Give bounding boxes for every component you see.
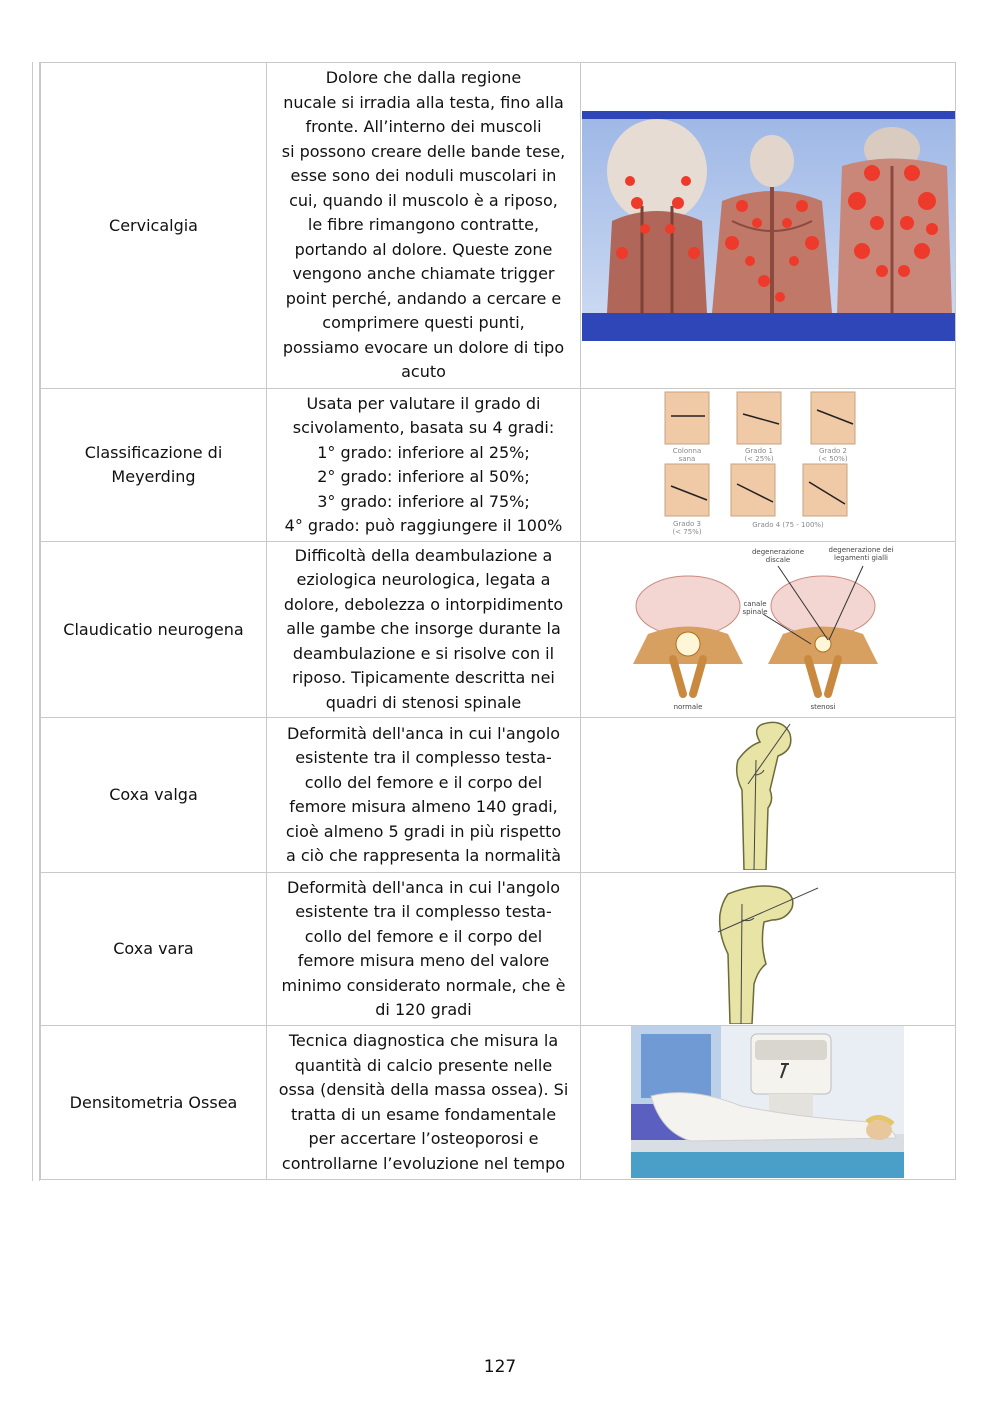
figure-cell [581,542,956,718]
table-left-gutter [32,62,40,1181]
figure-label: normale [673,702,703,711]
figure-label: stenosi [810,702,836,711]
description-line: esse sono dei noduli muscolari in [290,166,557,186]
description-line: possiamo evocare un dolore di tipo [282,337,565,357]
term-cell [41,389,267,542]
table-row [41,1026,956,1180]
description-line: eziologica neurologica, legata a [296,570,551,590]
figure-label: canale [743,599,767,608]
figure-label: sana [678,455,696,463]
meyerding-grades-illustration [663,390,873,540]
description-line: collo del femore e il corpo del [304,926,543,946]
description-cell [267,542,581,718]
description-line: alle gambe che insorge durante la [286,619,561,639]
table-row [41,63,956,389]
description-line: 2° grado: inferiore al 50%; [317,467,530,486]
spinal-stenosis-illustration [633,544,903,716]
term-label: Cervicalgia [109,215,198,235]
description-line: acuto [401,362,446,382]
description-line: le fibre rimangono contratte, [307,215,540,235]
description-line: Deformità dell'anca in cui l'angolo [286,723,561,743]
figure-cell [581,63,956,389]
description-cell [267,1026,581,1180]
description-line: collo del femore e il corpo del [304,772,543,792]
figure-label: (< 25%) [744,455,774,463]
description-line: quadri di stenosi spinale [325,692,522,712]
figure-cell [581,389,956,542]
description-cell [267,718,581,873]
description-line: Dolore che dalla regione [325,68,522,88]
figure-label: (< 75%) [672,528,702,536]
description-line: esistente tra il complesso testa- [295,748,552,767]
description-line: per accertare l’osteoporosi e [308,1129,539,1148]
figure-label: discale [765,555,791,564]
table-row [41,718,956,873]
figure-cell [581,718,956,873]
term-cell [41,873,267,1026]
description-line: tratta di un esame fondamentale [290,1104,557,1124]
description-line: ossa (densità della massa ossea). Si [278,1080,569,1099]
description-line: comprimere questi punti, [322,313,525,333]
table-row [41,873,956,1026]
description-line: scivolamento, basata su 4 gradi: [292,418,555,437]
coxa-vara-femur-illustration [698,874,838,1024]
description-line: nucale si irradia alla testa, fino alla [283,92,564,112]
term-cell [41,1026,267,1180]
figure-label: Grado 2 [819,447,847,455]
page-number: 127 [483,1357,517,1377]
figure-label: spinale [742,607,768,616]
description-line: Tecnica diagnostica che misura la [288,1031,559,1050]
glossary-table [40,62,956,1180]
description-line: cioè almeno 5 gradi in più rispetto [285,821,562,841]
description-line: 3° grado: inferiore al 75%; [317,491,530,511]
description-cell [267,63,581,389]
description-line: Difficoltà della deambulazione a [294,545,553,565]
coxa-valga-femur-illustration [708,720,828,870]
description-line: riposo. Tipicamente descritta nei [292,668,555,688]
term-cell [41,718,267,873]
figure-label: legamenti gialli [834,553,888,562]
term-label: Coxa vara [113,939,194,958]
description-line: 4° grado: può raggiungere il 100% [284,516,563,535]
figure-label: degenerazione dei [828,545,894,554]
term-cell [41,542,267,718]
description-line: quantità di calcio presente nelle [294,1055,553,1075]
table-row [41,542,956,718]
description-line: di 120 gradi [375,1000,472,1019]
description-line: esistente tra il complesso testa- [295,902,552,921]
description-line: vengono anche chiamate trigger [292,264,555,284]
description-line: a ciò che rappresenta la normalità [285,846,562,865]
description-cell [267,389,581,542]
figure-cell [581,873,956,1026]
description-line: 1° grado: inferiore al 25%; [317,442,530,462]
description-line: point perché, andando a cercare e [285,288,562,308]
figure-label: degenerazione [751,547,805,556]
figure-label: Grado 4 (75 - 100%) [752,521,824,529]
figure-label: (< 50%) [818,455,848,463]
description-line: femore misura almeno 140 gradi, [289,797,558,816]
description-line: Usata per valutare il grado di [306,393,541,413]
description-line: si possono creare delle bande tese, [281,141,566,161]
description-line: dolore, debolezza o intorpidimento [283,594,564,614]
description-line: deambulazione e si risolve con il [292,643,555,663]
bone-densitometry-photo [631,1026,904,1178]
figure-label: Grado 3 [673,520,701,528]
term-label: Densitometria Ossea [69,1092,238,1112]
term-label: Coxa valga [109,785,198,804]
figure-cell [581,1026,956,1180]
term-label: Claudicatio neurogena [63,619,244,639]
description-cell [267,873,581,1026]
term-label: Classificazione di Meyerding [84,443,223,486]
term-cell [41,63,267,389]
description-line: controllarne l’evoluzione nel tempo [281,1153,566,1173]
description-line: cui, quando il muscolo è a riposo, [289,190,558,210]
description-line: Deformità dell'anca in cui l'angolo [286,877,561,897]
table-row [41,389,956,542]
description-line: femore misura meno del valore [297,951,550,970]
figure-label: Colonna [672,447,702,455]
description-line: minimo considerato normale, che è [281,975,566,995]
description-line: portando al dolore. Queste zone [294,239,553,259]
figure-label: Grado 1 [745,447,773,455]
trigger-points-illustration [582,111,955,341]
description-line: fronte. All’interno dei muscoli [305,117,542,137]
